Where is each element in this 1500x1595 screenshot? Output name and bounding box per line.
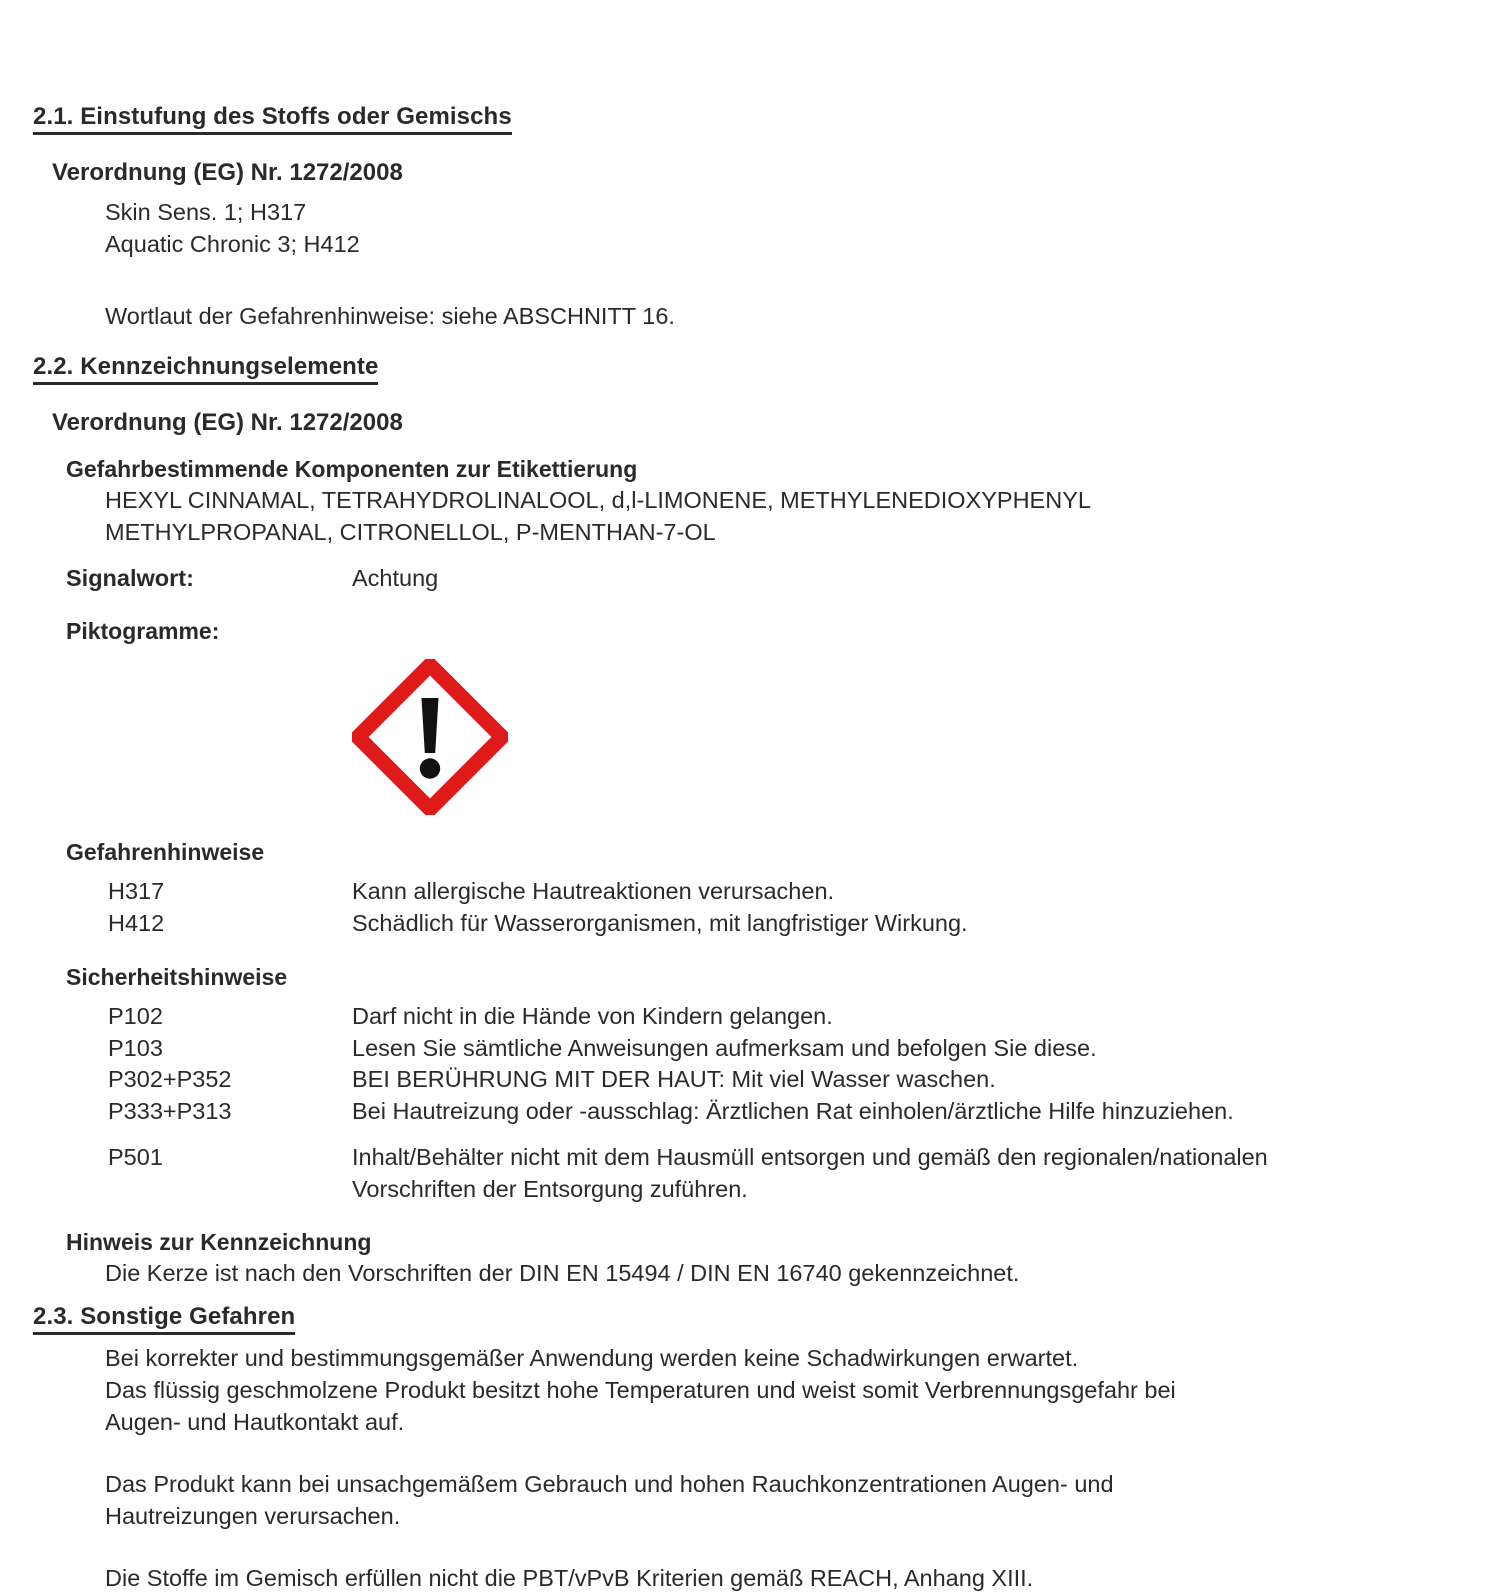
section-2-3-heading: 2.3. Sonstige Gefahren: [33, 1304, 295, 1335]
signal-word-value: Achtung: [352, 564, 439, 591]
section-2-2-heading: 2.2. Kennzeichnungselemente: [33, 354, 378, 385]
precautionary-text: Lesen Sie sämtliche Anweisungen aufmerksam und befolgen Sie diese.: [352, 1034, 1097, 1061]
precautionary-code: P302+P352: [108, 1066, 232, 1093]
precautionary-statement-row: [108, 1096, 1500, 1128]
section-2-1-heading-row: [33, 104, 1500, 135]
labelling-components-heading: Gefahrbestimmende Komponenten zur Etikettierung: [66, 455, 638, 482]
pictograms-label: Piktogramme:: [66, 618, 220, 645]
hazard-code: H317: [108, 878, 165, 905]
precautionary-code: P103: [108, 1034, 163, 1061]
classification-entry-skin-sens: Skin Sens. 1; H317: [105, 199, 307, 226]
precautionary-code: P501: [108, 1143, 163, 1170]
hazard-statement-row: [108, 908, 1500, 940]
precautionary-text: Inhalt/Behälter nicht mit dem Hausmüll entsorgen und gemäß den regionalen/nationalen Vorschriften der Entsorgung zuführen.: [352, 1143, 1268, 1202]
section-2-1-regulation-heading: Verordnung (EG) Nr. 1272/2008: [52, 158, 403, 186]
precautionary-statement-row: [108, 1033, 1500, 1065]
hazard-text: Kann allergische Hautreaktionen verursachen.: [352, 878, 835, 905]
section-2-2-regulation-heading: Verordnung (EG) Nr. 1272/2008: [52, 409, 403, 437]
labelling-note-text: Die Kerze ist nach den Vorschriften der DIN EN 15494 / DIN EN 16740 gekennzeichnet.: [105, 1260, 1020, 1287]
classification-entry-aquatic-chronic: Aquatic Chronic 3; H412: [105, 230, 360, 257]
other-hazards-paragraph-2-line-2: Hautreizungen verursachen.: [105, 1502, 401, 1529]
other-hazards-paragraph-2-line-1: Das Produkt kann bei unsachgemäßem Gebrauch und hohen Rauchkonzentrationen Augen- und: [105, 1470, 1114, 1497]
section-2-1-note: Wortlaut der Gefahrenhinweise: siehe ABSCHNITT 16.: [105, 302, 675, 329]
signal-word-row: [66, 563, 1500, 595]
section-2-3-heading-row: [33, 1304, 1500, 1335]
signal-word-label: Signalwort:: [66, 564, 194, 591]
section-2-2-heading-row: [33, 354, 1500, 385]
hazard-statement-row: [108, 876, 1500, 908]
precautionary-text: Bei Hautreizung oder -ausschlag: Ärztlichen Rat einholen/ärztliche Hilfe hinzuziehen.: [352, 1098, 1234, 1125]
other-hazards-paragraph-3-line-1: Die Stoffe im Gemisch erfüllen nicht die PBT/vPvB Kriterien gemäß REACH, Anhang XIII.: [105, 1564, 1034, 1591]
precautionary-statement-row: [108, 1001, 1500, 1033]
hazard-statements-heading: Gefahrenhinweise: [66, 839, 265, 866]
hazard-code: H412: [108, 910, 165, 937]
precautionary-code: P102: [108, 1002, 163, 1029]
precautionary-statement-row: [108, 1064, 1500, 1096]
precautionary-statement-row: [108, 1142, 1500, 1205]
labelling-note-heading: Hinweis zur Kennzeichnung: [66, 1229, 372, 1256]
other-hazards-paragraph-1-line-2: Das flüssig geschmolzene Produkt besitzt hohe Temperaturen und weist somit Verbrennungsgefahr bei: [105, 1376, 1176, 1403]
other-hazards-paragraph-1-line-3: Augen- und Hautkontakt auf.: [105, 1408, 405, 1435]
hazard-text: Schädlich für Wasserorganismen, mit langfristiger Wirkung.: [352, 910, 968, 937]
labelling-components-line-2: METHYLPROPANAL, CITRONELLOL, P-MENTHAN-7-OL: [105, 518, 716, 545]
other-hazards-paragraph-1-line-1: Bei korrekter und bestimmungsgemäßer Anwendung werden keine Schadwirkungen erwartet.: [105, 1344, 1079, 1371]
ghs07-pictogram: [352, 659, 508, 815]
exclamation-mark-pictogram-icon: [352, 659, 508, 815]
precautionary-text: Darf nicht in die Hände von Kindern gelangen.: [352, 1002, 833, 1029]
labelling-components-line-1: HEXYL CINNAMAL, TETRAHYDROLINALOOL, d,l-LIMONENE, METHYLENEDIOXYPHENYL: [105, 486, 1091, 513]
precautionary-text: BEI BERÜHRUNG MIT DER HAUT: Mit viel Wasser waschen.: [352, 1066, 996, 1093]
precautionary-code: P333+P313: [108, 1098, 232, 1125]
precautionary-statements-heading: Sicherheitshinweise: [66, 963, 288, 990]
section-2-1-heading: 2.1. Einstufung des Stoffs oder Gemischs: [33, 104, 512, 135]
